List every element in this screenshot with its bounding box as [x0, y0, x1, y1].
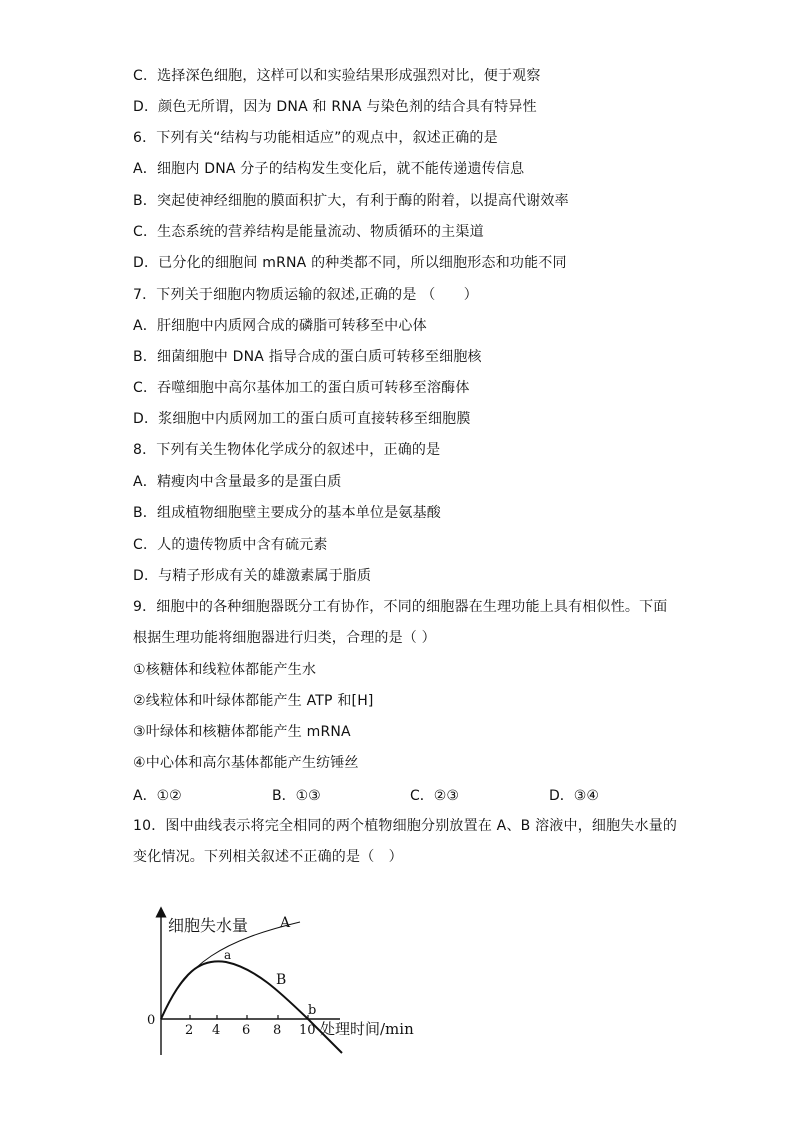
point-a-label: a: [224, 948, 232, 962]
curve-a-label: A: [280, 915, 291, 931]
curve-b-label: B: [276, 972, 287, 988]
q6-option-a: A．细胞内 DNA 分子的结构发生变化后，就不能传递遗传信息: [133, 161, 525, 177]
q9-stem-line2: 根据生理功能将细胞器进行归类，合理的是（ ）: [133, 630, 436, 646]
x-tick-label: 8: [273, 1023, 282, 1038]
q10-stem-line1: 10．图中曲线表示将完全相同的两个植物细胞分别放置在 A、B 溶液中，细胞失水量的: [133, 818, 678, 834]
q10-stem-line2: 变化情况。下列相关叙述不正确的是（ ）: [133, 849, 403, 865]
x-tick-label: 4: [212, 1023, 221, 1038]
q9-option-b: B．①③: [272, 788, 321, 804]
q8-option-a: A．精瘦肉中含量最多的是蛋白质: [133, 474, 342, 490]
q7-option-a: A．肝细胞中内质网合成的磷脂可转移至中心体: [133, 318, 427, 334]
y-axis-label: 细胞失水量: [168, 916, 249, 935]
q9-option-a: A．①②: [133, 788, 182, 804]
x-tick-label: 6: [242, 1023, 251, 1038]
q5-option-d: D．颜色无所谓，因为 DNA 和 RNA 与染色剂的结合具有特异性: [133, 99, 537, 115]
q7-option-d: D．浆细胞中内质网加工的蛋白质可直接转移至细胞膜: [133, 411, 471, 427]
q8-option-d: D．与精子形成有关的雄激素属于脂质: [133, 568, 372, 584]
q9-options: [133, 785, 613, 805]
q9-statement-3: ③叶绿体和核糖体都能产生 mRNA: [133, 724, 351, 740]
point-b-label: b: [308, 1003, 317, 1018]
q6-option-b: B．突起使神经细胞的膜面积扩大，有利于酶的附着，以提高代谢效率: [133, 193, 569, 209]
x-tick-label: 2: [185, 1023, 194, 1038]
q9-option-d: D．③④: [549, 788, 599, 804]
q7-option-c: C．吞噬细胞中高尔基体加工的蛋白质可转移至溶酶体: [133, 380, 470, 396]
q9-statement-4: ④中心体和高尔基体都能产生纺锤丝: [133, 755, 359, 771]
q6-option-d: D．已分化的细胞间 mRNA 的种类都不同，所以细胞形态和功能不同: [133, 255, 567, 271]
q9-stem-line1: 9．细胞中的各种细胞器既分工有协作，不同的细胞器在生理功能上具有相似性。下面: [133, 599, 668, 615]
q7-option-b: B．细菌细胞中 DNA 指导合成的蛋白质可转移至细胞核: [133, 349, 482, 365]
q7-stem: 7．下列关于细胞内物质运输的叙述,正确的是 （ ）: [133, 287, 479, 303]
q9-statement-1: ①核糖体和线粒体都能产生水: [133, 662, 317, 678]
x-tick-label: 10: [299, 1023, 316, 1038]
q9-option-c: C．②③: [410, 788, 459, 804]
curve-a: [161, 922, 300, 1019]
origin-label: 0: [147, 1013, 156, 1028]
q5-option-c: C．选择深色细胞，这样可以和实验结果形成强烈对比，便于观察: [133, 68, 541, 84]
x-axis-label: 处理时间/min: [320, 1020, 414, 1038]
q8-stem: 8．下列有关生物体化学成分的叙述中，正确的是: [133, 442, 441, 458]
q9-statement-2: ②线粒体和叶绿体都能产生 ATP 和[H]: [133, 693, 374, 709]
q8-option-b: B．组成植物细胞壁主要成分的基本单位是氨基酸: [133, 505, 442, 521]
q6-option-c: C．生态系统的营养结构是能量流动、物质循环的主渠道: [133, 224, 484, 240]
q8-option-c: C．人的遗传物质中含有硫元素: [133, 537, 328, 553]
water-loss-graph: [140, 900, 440, 1065]
q6-stem: 6．下列有关“结构与功能相适应”的观点中，叙述正确的是: [133, 130, 498, 146]
